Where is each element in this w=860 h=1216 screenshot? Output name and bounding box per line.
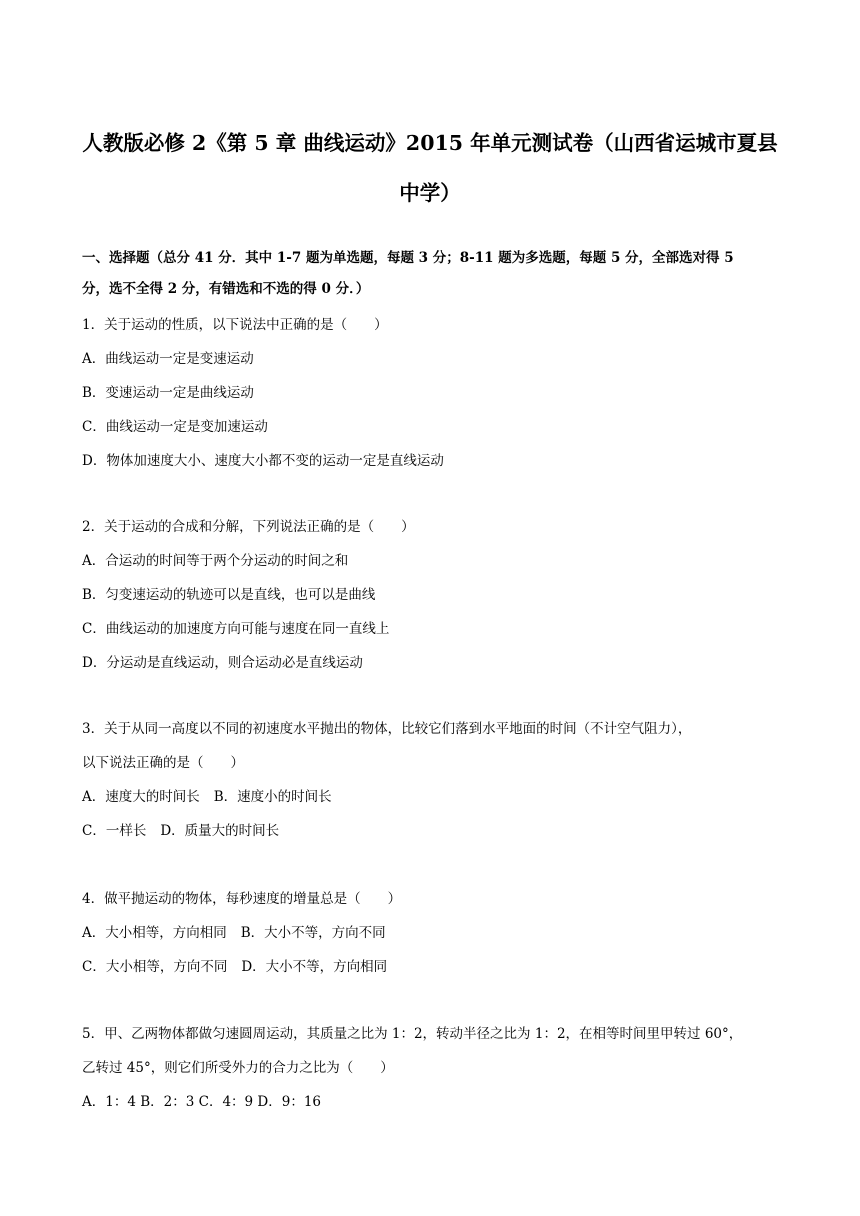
option-d: D．物体加速度大小、速度大小都不变的运动一定是直线运动 bbox=[82, 453, 444, 469]
question-4 bbox=[82, 882, 792, 984]
title-line-1: 人教版必修 2《第 5 章 曲线运动》2015 年单元测试卷（山西省运城市夏县 bbox=[82, 131, 778, 155]
options-line: A．1：4 B．2：3 C．4：9 D．9：16 bbox=[82, 1094, 321, 1110]
question-stem-line-2: 乙转过 45°，则它们所受外力的合力之比为（ ） bbox=[82, 1060, 394, 1076]
option-b: B．速度小的时间长 bbox=[213, 789, 332, 805]
option-c: C．大小相等，方向不同 bbox=[82, 959, 228, 975]
question-stem: 1．关于运动的性质，以下说法中正确的是（ ） bbox=[82, 317, 388, 333]
section-heading-line-1: 一、选择题（总分 41 分．其中 1-7 题为单选题，每题 3 分；8-11 题为多选题，每题 5 分，全部选对得 5 bbox=[82, 250, 734, 266]
option-c: C．一样长 bbox=[82, 823, 147, 839]
option-b: B．大小不等，方向不同 bbox=[240, 925, 386, 941]
option-d: D．大小不等，方向相同 bbox=[241, 959, 388, 975]
option-a: A．大小相等，方向相同 bbox=[82, 925, 227, 941]
question-stem-line-1: 5．甲、乙两物体都做匀速圆周运动，其质量之比为 1：2，转动半径之比为 1：2，在相等时间里甲转过 60°， bbox=[82, 1026, 743, 1042]
option-row bbox=[82, 814, 792, 848]
question-1 bbox=[82, 308, 792, 478]
question-2 bbox=[82, 510, 792, 680]
option-a: A．速度大的时间长 bbox=[82, 789, 200, 805]
question-3 bbox=[82, 712, 792, 848]
option-a: A．合运动的时间等于两个分运动的时间之和 bbox=[82, 553, 349, 569]
option-row bbox=[82, 950, 792, 984]
option-a: A．曲线运动一定是变速运动 bbox=[82, 351, 254, 367]
title-line-2: 中学） bbox=[399, 181, 461, 205]
section-heading-line-2: 分，选不全得 2 分，有错选和不选的得 0 分．） bbox=[82, 281, 370, 297]
question-5 bbox=[82, 1017, 792, 1119]
question-stem: 2．关于运动的合成和分解，下列说法正确的是（ ） bbox=[82, 519, 415, 535]
option-b: B．变速运动一定是曲线运动 bbox=[82, 385, 254, 401]
option-row bbox=[82, 780, 792, 814]
document-title bbox=[60, 118, 800, 218]
option-c: C．曲线运动一定是变加速运动 bbox=[82, 419, 268, 435]
option-d: D．质量大的时间长 bbox=[160, 823, 280, 839]
option-b: B．匀变速运动的轨迹可以是直线，也可以是曲线 bbox=[82, 587, 376, 603]
option-d: D．分运动是直线运动，则合运动必是直线运动 bbox=[82, 655, 363, 671]
section-heading bbox=[82, 243, 782, 305]
option-c: C．曲线运动的加速度方向可能与速度在同一直线上 bbox=[82, 621, 390, 637]
question-stem-line-1: 3．关于从同一高度以不同的初速度水平抛出的物体，比较它们落到水平地面的时间（不计空气阻力）， bbox=[82, 721, 692, 737]
question-stem-line-2: 以下说法正确的是（ ） bbox=[82, 755, 244, 771]
question-stem: 4．做平抛运动的物体，每秒速度的增量总是（ ） bbox=[82, 891, 402, 907]
option-row bbox=[82, 916, 792, 950]
